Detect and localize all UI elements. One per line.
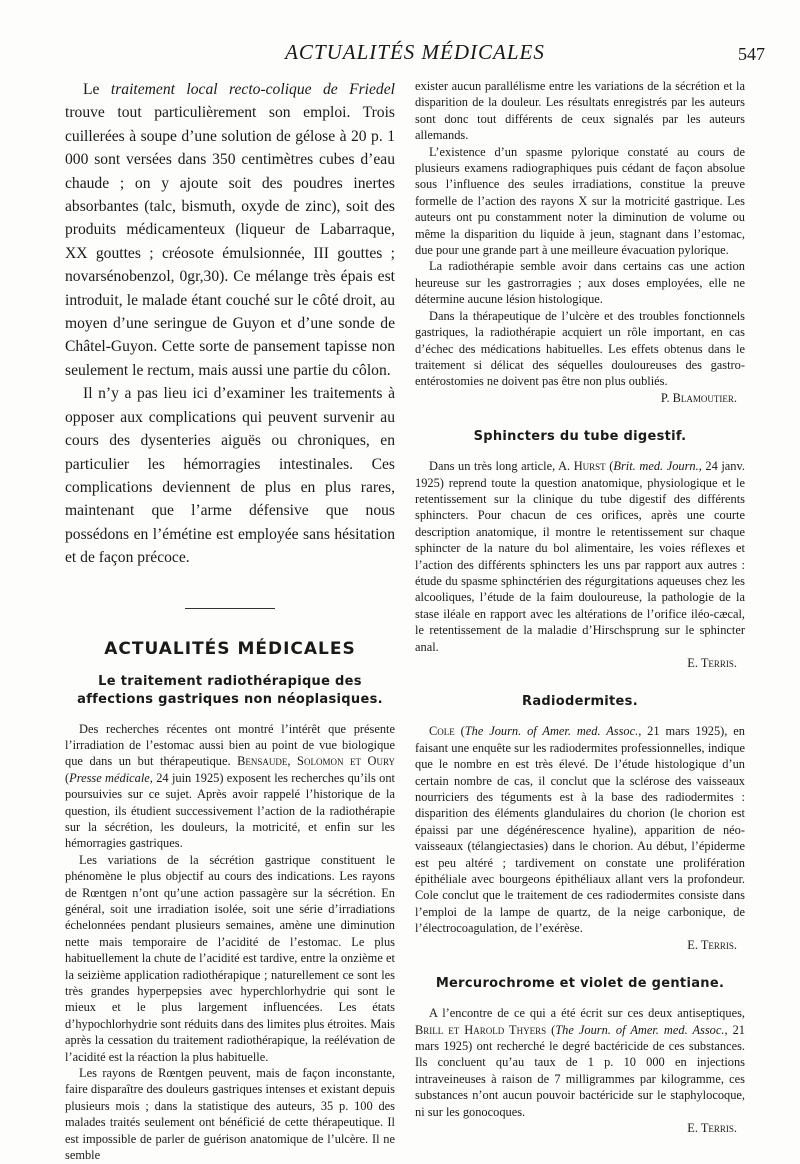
running-title: ACTUALITÉS MÉDICALES bbox=[285, 40, 545, 64]
paragraph: Des recherches récentes ont montré l’intérêt que présente l’irradiation de l’estomac aussi bien au point de vue biologique que dans un but thérapeutique. Bensaude, Solomon et Oury (Presse médicale, 24 juin 1925) exposent les recherches qu’ils ont poursuivies sur ce sujet. Après avoir rappelé l’historique de la question, ils étudient successivement l’action de la radiothérapie sur la sécrétion, les douleurs, la motricité, et enfin sur les hémorragies gastriques. bbox=[65, 721, 396, 851]
article-body bbox=[65, 721, 395, 1164]
section-divider bbox=[185, 608, 275, 609]
left-column bbox=[65, 78, 395, 1164]
author-signature: E. Terris. bbox=[687, 1120, 737, 1135]
paragraph: L’existence d’un spasme pylorique constaté au cours de plusieurs examens radiographiques puis cédant de façon absolue sous l’influence des seules irradiations, constitue la preuve formelle de l’action des rayons X sur la motricité gastrique. Les auteurs ont pu constamment noter la diminution de volume ou même la disparition du liquide à jeun, stagnant dans l’estomac, due pour une grande part à une meilleure évacuation pylorique. bbox=[415, 144, 745, 258]
article-title: Le traitement radiothérapique des affections gastriques non néoplasiques. bbox=[77, 673, 383, 707]
paragraph: Dans un très long article, A. Hurst (Brit. med. Journ., 24 janv. 1925) reprend toute la question anatomique, physiologique et le retentissement sur la clinique du tube digestif des différents sphincters. Pour chacun de ces orifices, après une courte description anatomique, il montre le retentissement sur chaque sphincter de la nature du bol alimentaire, les voies réflexes et l’action des différents sphincters les uns par rapport aux autres : étude du spasme sphinctérien des régurgitations aqueuses chez les alcooliques, l’étude de la faim douloureuse, la pathologie de la stase iléale en rapport avec les altérations de l’orifice iléo-cæcal, le retentissement de la maladie d’Hirschsprung sur le sphincter anal. bbox=[415, 459, 745, 654]
page-header bbox=[65, 40, 765, 70]
page-number: 547 bbox=[738, 44, 765, 64]
paragraph: exister aucun parallélisme entre les variations de la sécrétion et la disparition de la douleur. Les résultats enregistrés par les auteurs sont donc tout différents de ceux signalés par les auteurs allemands. bbox=[415, 79, 745, 143]
paragraph: Les variations de la sécrétion gastrique constituent le phénomène le plus objectif au cours des indications. Les rayons de Rœntgen n’ont qu’une action passagère sur la sécrétion. En général, soit une irradiation isolée, soit une série d’irradiations échelonnées pendant plusieurs semaines, amène une diminution nette mais temporaire de l’acidité de l’estomac. Le plus habituellement la chute de l’acidité est tardive, entre la onzième et la seizième application radiothérapique ; naturellement ce sont les très grandes hyperpepsies avec hyperchlorhydrie qui sont le mieux et le plus largement influencées. Les états d’hypochlorhydrie sont réduits dans des limites plus étroites. Mais après la cessation du traitement radiothérapique, la reélévation de l’acidité est la réaction la plus habituelle. bbox=[65, 852, 395, 1064]
paragraph: Dans la thérapeutique de l’ulcère et des troubles fonctionnels gastriques, la radiothérapie acquiert un rôle important, en cas d’échec des médications habituelles. Les effets obtenus dans le traitement si délicat des séquelles douloureuses des gastro-entérostomies ne doivent pas être non plus oubliés. bbox=[415, 308, 745, 389]
section-title: ACTUALITÉS MÉDICALES bbox=[104, 638, 356, 659]
article-body bbox=[415, 458, 745, 671]
continued-text bbox=[65, 78, 395, 570]
paragraph: Cole (The Journ. of Amer. med. Assoc., 21 mars 1925), en faisant une enquête sur les radiodermites professionnelles, indique que le nombre en est très élevé. De l’étude histologique d’un certain nombre de cas, il conclut que la sclérose des vaisseaux nourriciers des téguments est à la base des radiodermites : disparition des éléments glandulaires du chorion (le chorion est épaissi par une dégénérescence hyaline), apparition de néo-vaisseaux (télangiectasies) dans le chorion. Au début, l’épiderme est peu altéré ; tardivement on constate une prolifération épithéliale avec bourgeons épithéliaux allant vers la profondeur. Cole conclut que le traitement de ces radiodermites consiste dans l’emploi de la lampe de quartz, de la neige carbonique, de l’électrocoagulation, de l’exérèse. bbox=[415, 724, 745, 936]
author-signature: E. Terris. bbox=[687, 656, 737, 670]
article-title: Mercurochrome et violet de gentiane. bbox=[435, 976, 725, 992]
paragraph: Il n’y a pas lieu ici d’examiner les traitements à opposer aux complications qui peuvent survenir au cours des dysenteries aiguës ou chroniques, en particulier les hémorragies intestinales. Ces complications deviennent de plus en plus rares, maintenant que l’arme défensive que nous possédons en l’émétine est employée sans hésitation et de façon précoce. bbox=[65, 385, 395, 567]
article-title: Radiodermites. bbox=[522, 694, 638, 710]
paragraph: A l’encontre de ce qui a été écrit sur ces deux antiseptiques, Brill et Harold Thyers (The Journ. of Amer. med. Assoc., 21 mars 1925) ont recherché le degré bactéricide de ces substances. Ils concluent qu’au taux de 1 p. 10 000 en injections intraveineuses à raison de 7 milligrammes par kilogramme, ces substances n’ont aucun pouvoir bactéricide sur le staphylocoque, ni sur les gonocoques. bbox=[415, 1006, 745, 1119]
author-signature: E. Terris. bbox=[687, 937, 737, 952]
article-body-continued bbox=[415, 78, 745, 406]
article-title: Sphincters du tube digestif. bbox=[473, 429, 687, 445]
author-signature: P. Blamoutier. bbox=[660, 390, 737, 405]
right-column bbox=[415, 78, 745, 1136]
article-body bbox=[415, 1005, 745, 1136]
paragraph: Les rayons de Rœntgen peuvent, mais de façon inconstante, faire disparaître des douleurs gastriques intenses et existant depuis plusieurs mois ; dans la statistique des auteurs, 35 p. 100 des malades traités seulement ont bénéficié de cette thérapeutique. Il est impossible de parler de guérison anatomique de l’ulcère. Il ne semble bbox=[65, 1066, 395, 1163]
paragraph: Le traitement local recto-colique de Friedel trouve tout particulièrement son emploi. Trois cuillerées à soupe d’une solution de gélose à 20 p. 1 000 sont versées dans 350 centimètres cubes d’eau chaude ; on y ajoute soit des poudres inertes absorbantes (talc, bismuth, oxyde de zinc), soit des produits médicamenteux (liqueur de Labarraque, XX gouttes ; créosote émulsionnée, III gouttes ; novarsénobenzol, 0gr,30). Ce mélange très épais est introduit, le malade étant couché sur le côté droit, au moyen d’une seringue de Guyon et d’une sonde de Châtel-Guyon. Cette sorte de pansement tapisse non seulement le rectum, mais aussi une partie du côlon. bbox=[65, 81, 395, 379]
paragraph: La radiothérapie semble avoir dans certains cas une action heureuse sur les gastrorragies ; aux doses employées, elle ne détermine aucune lésion histologique. bbox=[415, 259, 745, 307]
article-body bbox=[415, 723, 745, 953]
